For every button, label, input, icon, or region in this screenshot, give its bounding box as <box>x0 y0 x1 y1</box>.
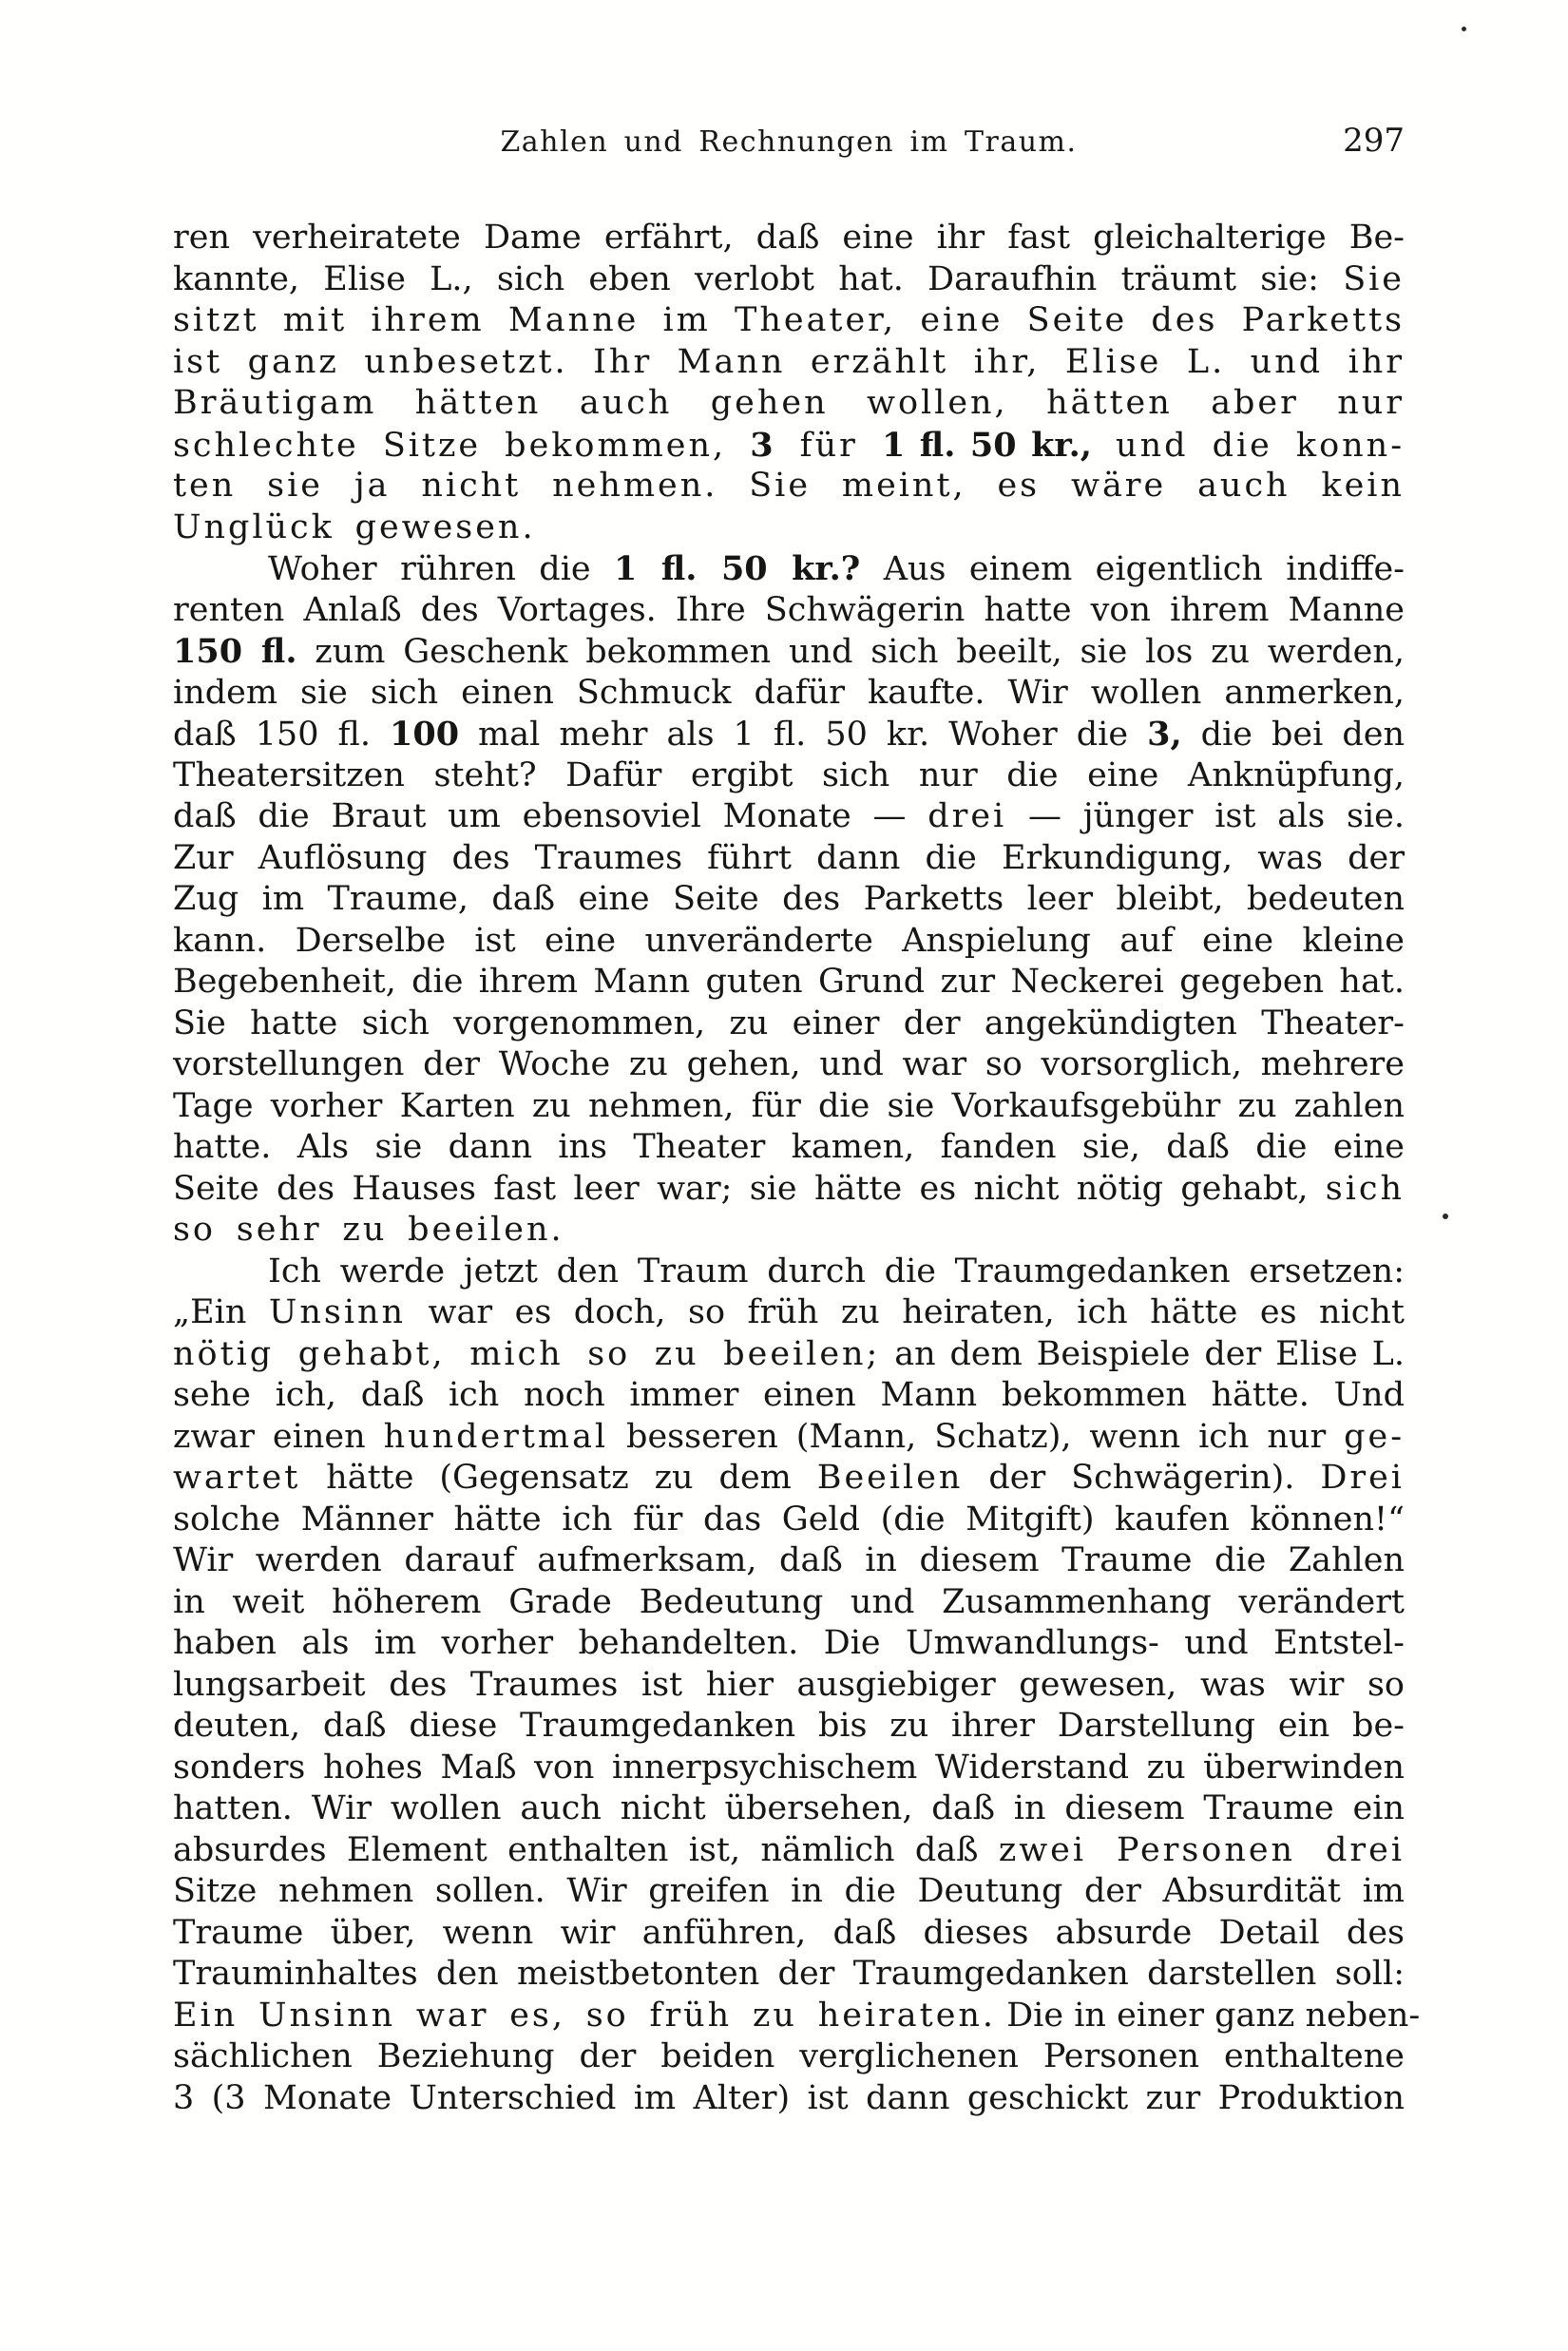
text-segment: sächlichen Beziehung der beiden verglichenen Personen enthaltene <box>173 2037 1405 2075</box>
text-segment: an dem Beispiele der Elise L. <box>880 1334 1405 1373</box>
text-line <box>173 1623 1405 1665</box>
spaced-emphasis-text: so sehr zu beeilen. <box>173 1211 564 1249</box>
text-line <box>173 342 1405 384</box>
text-segment: „Ein <box>173 1293 269 1331</box>
text-line <box>173 631 1405 673</box>
text-segment: Woher rühren die <box>268 550 615 588</box>
text-line <box>173 1913 1405 1955</box>
text-line <box>173 755 1405 797</box>
text-line <box>173 879 1405 921</box>
text-segment: Trauminhaltes den meistbetonten der Traumgedanken darstellen soll: <box>173 1955 1405 1993</box>
bold-emphasis-text: 3 <box>750 425 776 465</box>
text-block <box>173 218 1421 2119</box>
text-line <box>173 466 1405 507</box>
text-segment: die bei den <box>1181 716 1405 754</box>
spaced-emphasis-text: Sie <box>1343 259 1405 298</box>
text-line <box>173 1540 1405 1582</box>
spaced-emphasis-text: sitzt mit ihrem Manne im Theater, eine Seite des Parketts <box>173 301 1405 339</box>
text-segment: hatten. Wir wollen auch nicht übersehen, daß in diesem Traume ein <box>173 1789 1405 1827</box>
text-segment: in weit höherem Grade Bedeutung und Zusammenhang verändert <box>173 1582 1405 1621</box>
text-line <box>173 425 1405 467</box>
text-segment: Aus einem eigentlich indiffe- <box>860 550 1405 588</box>
text-segment: besseren (Mann, Schatz), wenn ich nur <box>608 1417 1345 1456</box>
text-line <box>173 962 1405 1003</box>
text-line <box>173 921 1405 963</box>
text-line <box>173 1375 1405 1417</box>
text-segment: daß 150 fl. <box>173 716 390 754</box>
text-segment: Sitze nehmen sollen. Wir greifen in die Deutung der Absurdität im <box>173 1872 1405 1910</box>
text-segment: Theatersitzen steht? Dafür ergibt sich nur die eine Anknüpfung, <box>173 755 1405 794</box>
text-segment: Zug im Traume, daß eine Seite des Parketts leer bleibt, bedeuten <box>173 880 1405 918</box>
spaced-emphasis-text: ten sie ja nicht nehmen. Sie meint, es wäre auch kein <box>173 467 1405 505</box>
text-line <box>173 796 1405 838</box>
text-segment: — jünger ist als sie. <box>1006 797 1405 835</box>
text-line <box>173 1458 1405 1500</box>
spaced-emphasis-text: ist ganz unbesetzt. Ihr Mann erzählt ihr, Elise L. und ihr <box>173 342 1405 381</box>
text-line <box>173 218 1405 259</box>
text-segment: Sie hatte sich vorgenommen, zu einer der angekündigten Theater- <box>173 1003 1405 1042</box>
text-line <box>173 1252 1405 1293</box>
text-segment: kannte, Elise L., sich eben verlobt hat. Daraufhin träumt sie: <box>173 259 1344 298</box>
spaced-emphasis-text: Drei <box>1320 1459 1405 1497</box>
text-line <box>173 1748 1405 1789</box>
bold-emphasis-text: 1 fl. 50 kr.? <box>614 549 861 588</box>
text-segment: war es doch, so früh zu heiraten, ich hätte es nicht <box>406 1293 1405 1331</box>
text-line <box>173 1500 1405 1541</box>
text-line <box>173 1954 1405 1996</box>
text-line <box>173 300 1405 342</box>
text-segment: daß die Braut um ebensoviel Monate — <box>173 797 928 835</box>
text-line <box>173 1003 1405 1045</box>
text-line <box>173 507 1405 549</box>
text-segment: sehe ich, daß ich noch immer einen Mann bekommen hätte. Und <box>173 1376 1405 1414</box>
text-line <box>173 1830 1405 1872</box>
spaced-emphasis-text: für <box>775 426 882 465</box>
text-line <box>173 1788 1405 1830</box>
text-segment: haben als im vorher behandelten. Die Umwandlungs- und Entstel- <box>173 1624 1405 1662</box>
text-line <box>173 2036 1405 2078</box>
text-segment: zum Geschenk bekommen und sich beeilt, sie los zu werden, <box>296 633 1405 671</box>
text-line <box>173 1334 1405 1376</box>
text-line <box>173 714 1405 755</box>
text-line <box>173 1706 1405 1748</box>
page-number: 297 <box>1343 122 1405 160</box>
text-line <box>173 548 1405 590</box>
text-line <box>173 1996 1421 2037</box>
text-line <box>173 673 1405 715</box>
running-title: Zahlen und Rechnungen im Traum. <box>500 125 1078 159</box>
text-segment: hatte. Als sie dann ins Theater kamen, fanden sie, daß die eine <box>173 1128 1405 1166</box>
text-line <box>173 1417 1405 1459</box>
text-segment: Begebenheit, die ihrem Mann guten Grund zur Neckerei gegeben hat. <box>173 963 1405 1001</box>
text-segment: renten Anlaß des Vortages. Ihre Schwägerin hatte von ihrem Manne <box>173 590 1405 629</box>
text-segment: kann. Derselbe ist eine unveränderte Anspielung auf eine kleine <box>173 921 1405 960</box>
text-line <box>173 1086 1405 1128</box>
bold-emphasis-text: 100 <box>389 715 460 754</box>
text-line <box>173 1127 1405 1169</box>
text-segment: Traume über, wenn wir anführen, daß dieses absurde Detail des <box>173 1913 1405 1952</box>
spaced-emphasis-text: Unsinn <box>268 1293 407 1331</box>
text-segment: zwar einen <box>173 1417 384 1456</box>
text-segment: deuten, daß diese Traumgedanken bis zu ihrer Darstellung ein be- <box>173 1707 1405 1745</box>
spaced-emphasis-text: und die konn- <box>1091 426 1405 465</box>
text-segment: solche Männer hätte ich für das Geld (die Mitgift) kaufen können!“ <box>173 1500 1405 1539</box>
text-line <box>173 590 1405 632</box>
text-segment: absurdes Element enthalten ist, nämlich daß <box>173 1830 999 1869</box>
bold-emphasis-text: 150 fl. <box>173 632 297 671</box>
text-line <box>173 1210 1405 1252</box>
spaced-emphasis-text: ge- <box>1344 1417 1405 1456</box>
text-line <box>173 1665 1405 1707</box>
text-segment: 3 (3 Monate Unterschied im Alter) ist dann geschickt zur Produktion <box>173 2078 1405 2117</box>
text-segment: der Schwägerin). <box>963 1459 1321 1497</box>
scan-artifact-dot <box>1443 1214 1448 1219</box>
scan-artifact-dot <box>1462 27 1466 31</box>
text-segment: Die in einer ganz neben- <box>996 1996 1421 2035</box>
text-line <box>173 1582 1405 1624</box>
text-line <box>173 1169 1405 1211</box>
text-line <box>173 2078 1405 2120</box>
spaced-emphasis-text: sich <box>1325 1169 1405 1208</box>
text-line <box>173 1292 1405 1334</box>
spaced-emphasis-text: zwei Personen drei <box>998 1830 1405 1869</box>
spaced-emphasis-text: Bräutigam hätten auch gehen wollen, hätten aber nur <box>173 384 1405 422</box>
text-segment: Tage vorher Karten zu nehmen, für die sie Vorkaufsgebühr zu zahlen <box>173 1086 1405 1125</box>
text-segment: lungsarbeit des Traumes ist hier ausgiebiger gewesen, was wir so <box>173 1665 1405 1704</box>
text-segment: vorstellungen der Woche zu gehen, und war so vorsorglich, mehrere <box>173 1045 1405 1083</box>
spaced-emphasis-text: Beeilen <box>816 1459 964 1497</box>
spaced-emphasis-text: wartet <box>173 1459 301 1497</box>
bold-emphasis-text: 1 fl. 50 kr., <box>881 425 1092 465</box>
spaced-emphasis-text: Ein Unsinn war es, so früh zu heiraten. <box>173 1996 996 2035</box>
text-line <box>173 1871 1405 1913</box>
text-segment: indem sie sich einen Schmuck dafür kaufte. Wir wollen anmerken, <box>173 673 1405 712</box>
spaced-emphasis-text: schlechte Sitze bekommen, <box>173 426 751 465</box>
text-segment: Seite des Hauses fast leer war; sie hätte es nicht nötig gehabt, <box>173 1169 1326 1208</box>
text-segment: Wir werden darauf aufmerksam, daß in diesem Traume die Zahlen <box>173 1541 1405 1579</box>
text-segment: mal mehr als 1 fl. 50 kr. Woher die <box>459 716 1148 754</box>
text-segment: Ich werde jetzt den Traum durch die Traumgedanken ersetzen: <box>268 1252 1405 1290</box>
text-segment: Zur Auflösung des Traumes führt dann die Erkundigung, was der <box>173 838 1405 877</box>
text-line <box>173 838 1405 880</box>
text-line <box>173 259 1405 301</box>
text-segment: sonders hohes Maß von innerpsychischem Widerstand zu überwinden <box>173 1748 1405 1787</box>
bold-emphasis-text: 3, <box>1147 715 1182 754</box>
text-segment: ren verheiratete Dame erfährt, daß eine ihr fast gleichalterige Be- <box>173 219 1405 257</box>
text-line <box>173 1044 1405 1086</box>
spaced-emphasis-text: nötig gehabt, mich so zu beeilen; <box>173 1334 881 1373</box>
text-line <box>173 383 1405 425</box>
page-header <box>173 122 1405 163</box>
spaced-emphasis-text: hundertmal <box>383 1417 609 1456</box>
spaced-emphasis-text: drei <box>927 797 1007 835</box>
text-segment: hätte (Gegensatz zu dem <box>300 1459 817 1497</box>
spaced-emphasis-text: Unglück gewesen. <box>173 507 536 546</box>
